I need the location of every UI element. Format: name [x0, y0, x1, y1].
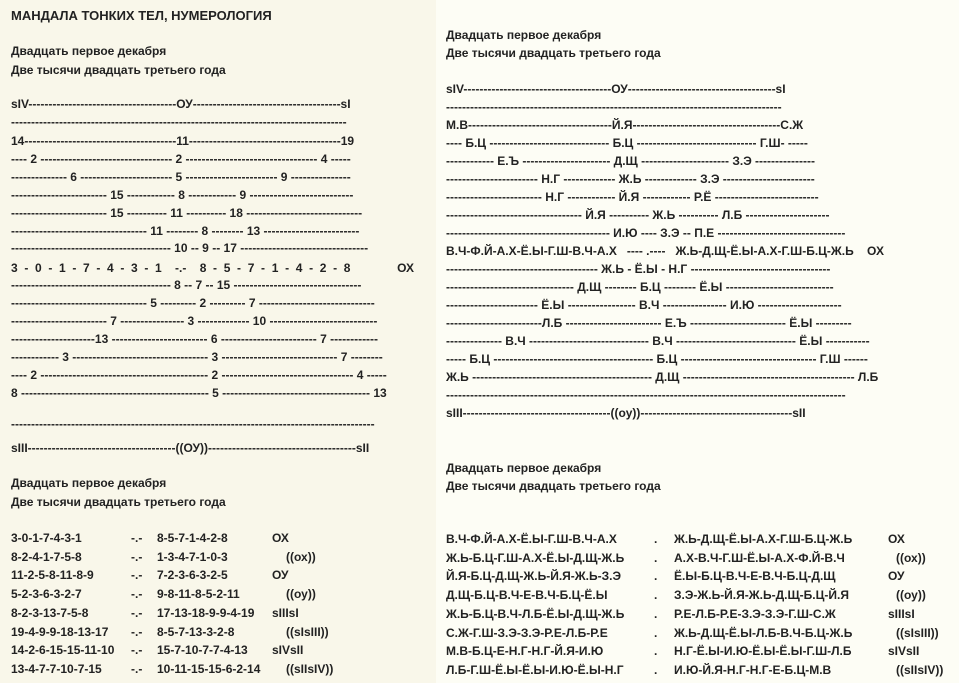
mandala-line: -------------------------------------------------------------------------------------------: [11, 417, 375, 431]
summary-right-sequence: Ж.Ь-Д.Щ-Ё.Ы-А.Х-Г.Ш-Б.Ц-Ж.Ь: [674, 532, 853, 546]
summary-code: ОХ: [272, 531, 289, 545]
summary-right-sequence: 9-8-11-8-5-2-11: [157, 587, 240, 602]
summary-code: ((оу)): [286, 587, 316, 602]
summary-code: ((sIIsIV)): [286, 661, 334, 676]
mandala-line: ---- 2 ------------------------------------------ 2 --------------------------------- 4 -----: [11, 368, 387, 382]
summary-code: ((оу)): [896, 588, 926, 603]
mandala-line: ------------------------ 15 ------------ 8 ------------ 9 --------------------------: [11, 188, 354, 202]
mandala-line: ---------------------------------------- 8 -- 7 -- 15 --------------------------------: [11, 278, 362, 292]
summary-separator: .: [654, 588, 658, 603]
summary-left-sequence: Д.Щ-Б.Ц-В.Ч-Е-В.Ч-Б.Ц-Ё.Ы: [446, 588, 608, 603]
summary-code: ((ох)): [286, 549, 316, 564]
mandala-line: ---------------------13 ------------------------ 6 ------------------------ 7 ------------: [11, 332, 379, 346]
right-panel: [436, 0, 959, 683]
summary-left-sequence: 11-2-5-8-11-8-9: [11, 568, 94, 583]
mandala-line: ----------------------------------------------------------------------------------------------------: [446, 388, 846, 402]
summary-code: ((sIIsIV)): [896, 662, 944, 677]
summary-code: ОУ: [888, 569, 905, 584]
summary-code: ((sIsIII)): [896, 625, 939, 640]
summary-left-sequence: 3-0-1-7-4-3-1: [11, 531, 82, 545]
summary-date-line-1: Двадцать первое декабря: [446, 461, 602, 475]
summary-separator: .: [654, 644, 658, 659]
summary-left-sequence: С.Ж-Г.Ш-З.Э-З.Э-Р.Е-Л.Б-Р.Е: [446, 625, 608, 640]
summary-code: ((ох)): [896, 550, 926, 565]
summary-separator: -.-: [131, 605, 143, 620]
summary-right-sequence: 10-11-15-15-6-2-14: [157, 661, 261, 676]
summary-right-sequence: 8-5-7-13-3-2-8: [157, 624, 235, 639]
mandala-line: 14--------------------------------------11--------------------------------------19: [11, 134, 355, 148]
summary-separator: .: [654, 550, 658, 565]
summary-right-sequence: 15-7-10-7-7-4-13: [157, 643, 248, 658]
mandala-line: ------------ Е.Ъ ---------------------- Д.Щ ---------------------- З.Э ---------------: [446, 154, 815, 168]
mandala-line: 8 ----------------------------------------------- 5 ------------------------------------- 13: [11, 386, 387, 400]
summary-separator: -.-: [131, 568, 143, 583]
mandala-line: -------------------------------------- Ж.Ь - Ё.Ы - Н.Г -----------------------------------: [446, 262, 831, 276]
summary-left-sequence: 19-4-9-9-18-13-17: [11, 624, 109, 639]
mandala-line: -------------- В.Ч ------------------------------ В.Ч ------------------------------ Ё.Ы -----------: [446, 334, 870, 348]
summary-separator: .: [654, 569, 658, 584]
summary-separator: -.-: [131, 587, 143, 602]
mandala-line: ---------------------------------------- 10 -- 9 -- 17 --------------------------------: [11, 241, 369, 255]
summary-right-sequence: Р.Е-Л.Б-Р.Е-З.Э-З.Э-Г.Ш-С.Ж: [674, 606, 836, 621]
summary-date-line-2: Две тысячи двадцать третьего года: [446, 479, 661, 493]
date-line-1: Двадцать первое декабря: [446, 28, 602, 42]
mandala-line: ----------------------- Н.Г ------------- Ж.Ь ------------- З.Э -----------------------: [446, 172, 815, 186]
mandala-line: ------------------------ 15 ---------- 11 ---------- 18 -----------------------------: [11, 206, 363, 220]
summary-date-line-1: Двадцать первое декабря: [11, 476, 167, 490]
summary-right-sequence: И.Ю-Й.Я-Н.Г-Н.Г-Е-Б.Ц-М.В: [674, 662, 832, 677]
summary-right-sequence: 1-3-4-7-1-0-3: [157, 549, 228, 564]
date-line-1: Двадцать первое декабря: [11, 44, 167, 58]
summary-left-sequence: 5-2-3-6-3-2-7: [11, 587, 82, 602]
summary-separator: .: [654, 662, 658, 677]
mandala-line: 3 - 0 - 1 - 7 - 4 - 3 - 1 -.- 8 - 5 - 7 - 1 - 4 - 2 - 8 ОХ: [11, 261, 414, 275]
summary-left-sequence: Ж.Ь-Б.Ц-Г.Ш-А.Х-Ё.Ы-Д.Щ-Ж.Ь: [446, 550, 625, 565]
mandala-line: ----- Б.Ц ---------------------------------------- Б.Ц ---------------------------------- Г.Ш ------: [446, 352, 868, 366]
summary-left-sequence: 14-2-6-15-15-11-10: [11, 643, 115, 658]
mandala-line: sIV-------------------------------------ОУ-------------------------------------sI: [446, 82, 786, 96]
mandala-line: ---- Б.Ц ------------------------------ Б.Ц ------------------------------ Г.Ш- -----: [446, 136, 808, 150]
mandala-line: ---------------------------------- Й.Я ---------- Ж.Ь ---------- Л.Б ---------------------: [446, 208, 830, 222]
summary-separator: -.-: [131, 531, 143, 545]
summary-right-sequence: Ж.Ь-Д.Щ-Ё.Ы-Л.Б-В.Ч-Б.Ц-Ж.Ь: [674, 625, 853, 640]
summary-code: ((sIsIII)): [286, 624, 329, 639]
summary-code: sIIIsI: [272, 605, 299, 620]
mandala-line: ------------ 3 ---------------------------------- 3 ----------------------------- 7 --------: [11, 350, 383, 364]
summary-code: ОХ: [888, 532, 905, 546]
date-line-2: Две тысячи двадцать третьего года: [11, 63, 226, 77]
mandala-line: ------------------------ 7 ---------------- 3 ------------- 10 ---------------------------: [11, 314, 378, 328]
summary-left-sequence: В.Ч-Ф.Й-А.Х-Ё.Ы-Г.Ш-В.Ч-А.Х: [446, 532, 617, 546]
summary-separator: -.-: [131, 643, 143, 658]
mandala-line: ----------------------- Ё.Ы ----------------- В.Ч ---------------- И.Ю ---------------------: [446, 298, 842, 312]
summary-code: sIVsII: [272, 643, 304, 658]
mandala-line: ---------------------------------- 5 --------- 2 --------- 7 -----------------------------: [11, 296, 375, 310]
summary-left-sequence: Л.Б-Г.Ш-Ё.Ы-Ё.Ы-И.Ю-Ё.Ы-Н.Г: [446, 662, 624, 677]
page-title: МАНДАЛА ТОНКИХ ТЕЛ, НУМЕРОЛОГИЯ: [11, 8, 272, 23]
summary-code: sIVsII: [888, 644, 920, 659]
mandala-line: ------------------------------------------------------------------------------------: [446, 100, 782, 114]
summary-date-line-2: Две тысячи двадцать третьего года: [11, 495, 226, 509]
summary-right-sequence: А.Х-В.Ч-Г.Ш-Ё.Ы-А.Х-Ф.Й-В.Ч: [674, 550, 845, 565]
mandala-line: В.Ч-Ф.Й-А.Х-Ё.Ы-Г.Ш-В.Ч-А.Х ---- .---- Ж.Ь-Д.Щ-Ё.Ы-А.Х-Г.Ш-Б.Ц-Ж.Ь ОХ: [446, 244, 884, 258]
summary-code: sIIIsI: [888, 606, 915, 621]
summary-left-sequence: М.В-Б.Ц-Е-Н.Г-Н.Г-Й.Я-И.Ю: [446, 644, 604, 659]
summary-right-sequence: Ё.Ы-Б.Ц-В.Ч-Е-В.Ч-Б.Ц-Д.Щ: [674, 569, 836, 584]
summary-right-sequence: З.Э-Ж.Ь-Й.Я-Ж.Ь-Д.Щ-Б.Ц-Й.Я: [674, 588, 849, 603]
summary-left-sequence: Ж.Ь-Б.Ц-В.Ч-Л.Б-Ё.Ы-Д.Щ-Ж.Ь: [446, 606, 625, 621]
summary-separator: -.-: [131, 661, 143, 676]
mandala-line: -------------------------------- Д.Щ -------- Б.Ц -------- Ё.Ы ---------------------------: [446, 280, 834, 294]
summary-separator: .: [654, 532, 658, 546]
summary-separator: .: [654, 606, 658, 621]
summary-separator: -.-: [131, 624, 143, 639]
left-panel: [0, 0, 436, 683]
date-line-2: Две тысячи двадцать третьего года: [446, 46, 661, 60]
mandala-line: ---- 2 --------------------------------- 2 --------------------------------- 4 -----: [11, 152, 351, 166]
mandala-line: ----------------------------------------- И.Ю ---- З.Э -- П.Е --------------------------------: [446, 226, 846, 240]
mandala-line: ------------------------Л.Б ------------------------ Е.Ъ ------------------------ Ё.Ы ---------: [446, 316, 852, 330]
summary-left-sequence: 13-4-7-7-10-7-15: [11, 661, 102, 676]
mandala-line: sIII-------------------------------------((ОУ))-------------------------------------sII: [11, 441, 370, 455]
summary-code: ОУ: [272, 568, 289, 583]
mandala-line: Ж.Ь --------------------------------------------- Д.Щ ------------------------------------------- Л.Б: [446, 370, 879, 384]
mandala-line: sIV-------------------------------------ОУ-------------------------------------sI: [11, 97, 351, 111]
summary-left-sequence: 8-2-4-1-7-5-8: [11, 549, 82, 564]
mandala-line: sIII-------------------------------------((оу))--------------------------------------sII: [446, 406, 806, 420]
mandala-line: ------------------------ Н.Г ------------ Й.Я ------------ Р.Ё --------------------------: [446, 190, 819, 204]
summary-separator: -.-: [131, 549, 143, 564]
mandala-line: ---------------------------------- 11 -------- 8 -------- 13 ------------------------: [11, 224, 360, 238]
summary-right-sequence: 8-5-7-1-4-2-8: [157, 531, 228, 545]
summary-left-sequence: Й.Я-Б.Ц-Д.Щ-Ж.Ь-Й.Я-Ж.Ь-З.Э: [446, 569, 621, 584]
mandala-line: ------------------------------------------------------------------------------------: [11, 115, 347, 129]
summary-right-sequence: 17-13-18-9-9-4-19: [157, 605, 255, 620]
summary-separator: .: [654, 625, 658, 640]
summary-left-sequence: 8-2-3-13-7-5-8: [11, 605, 89, 620]
mandala-line: -------------- 6 ----------------------- 5 ----------------------- 9 ---------------: [11, 170, 351, 184]
summary-right-sequence: Н.Г-Ё.Ы-И.Ю-Ё.Ы-Ё.Ы-Г.Ш-Л.Б: [674, 644, 852, 659]
summary-right-sequence: 7-2-3-6-3-2-5: [157, 568, 228, 583]
mandala-line: М.В------------------------------------Й.Я-------------------------------------С.Ж: [446, 118, 804, 132]
